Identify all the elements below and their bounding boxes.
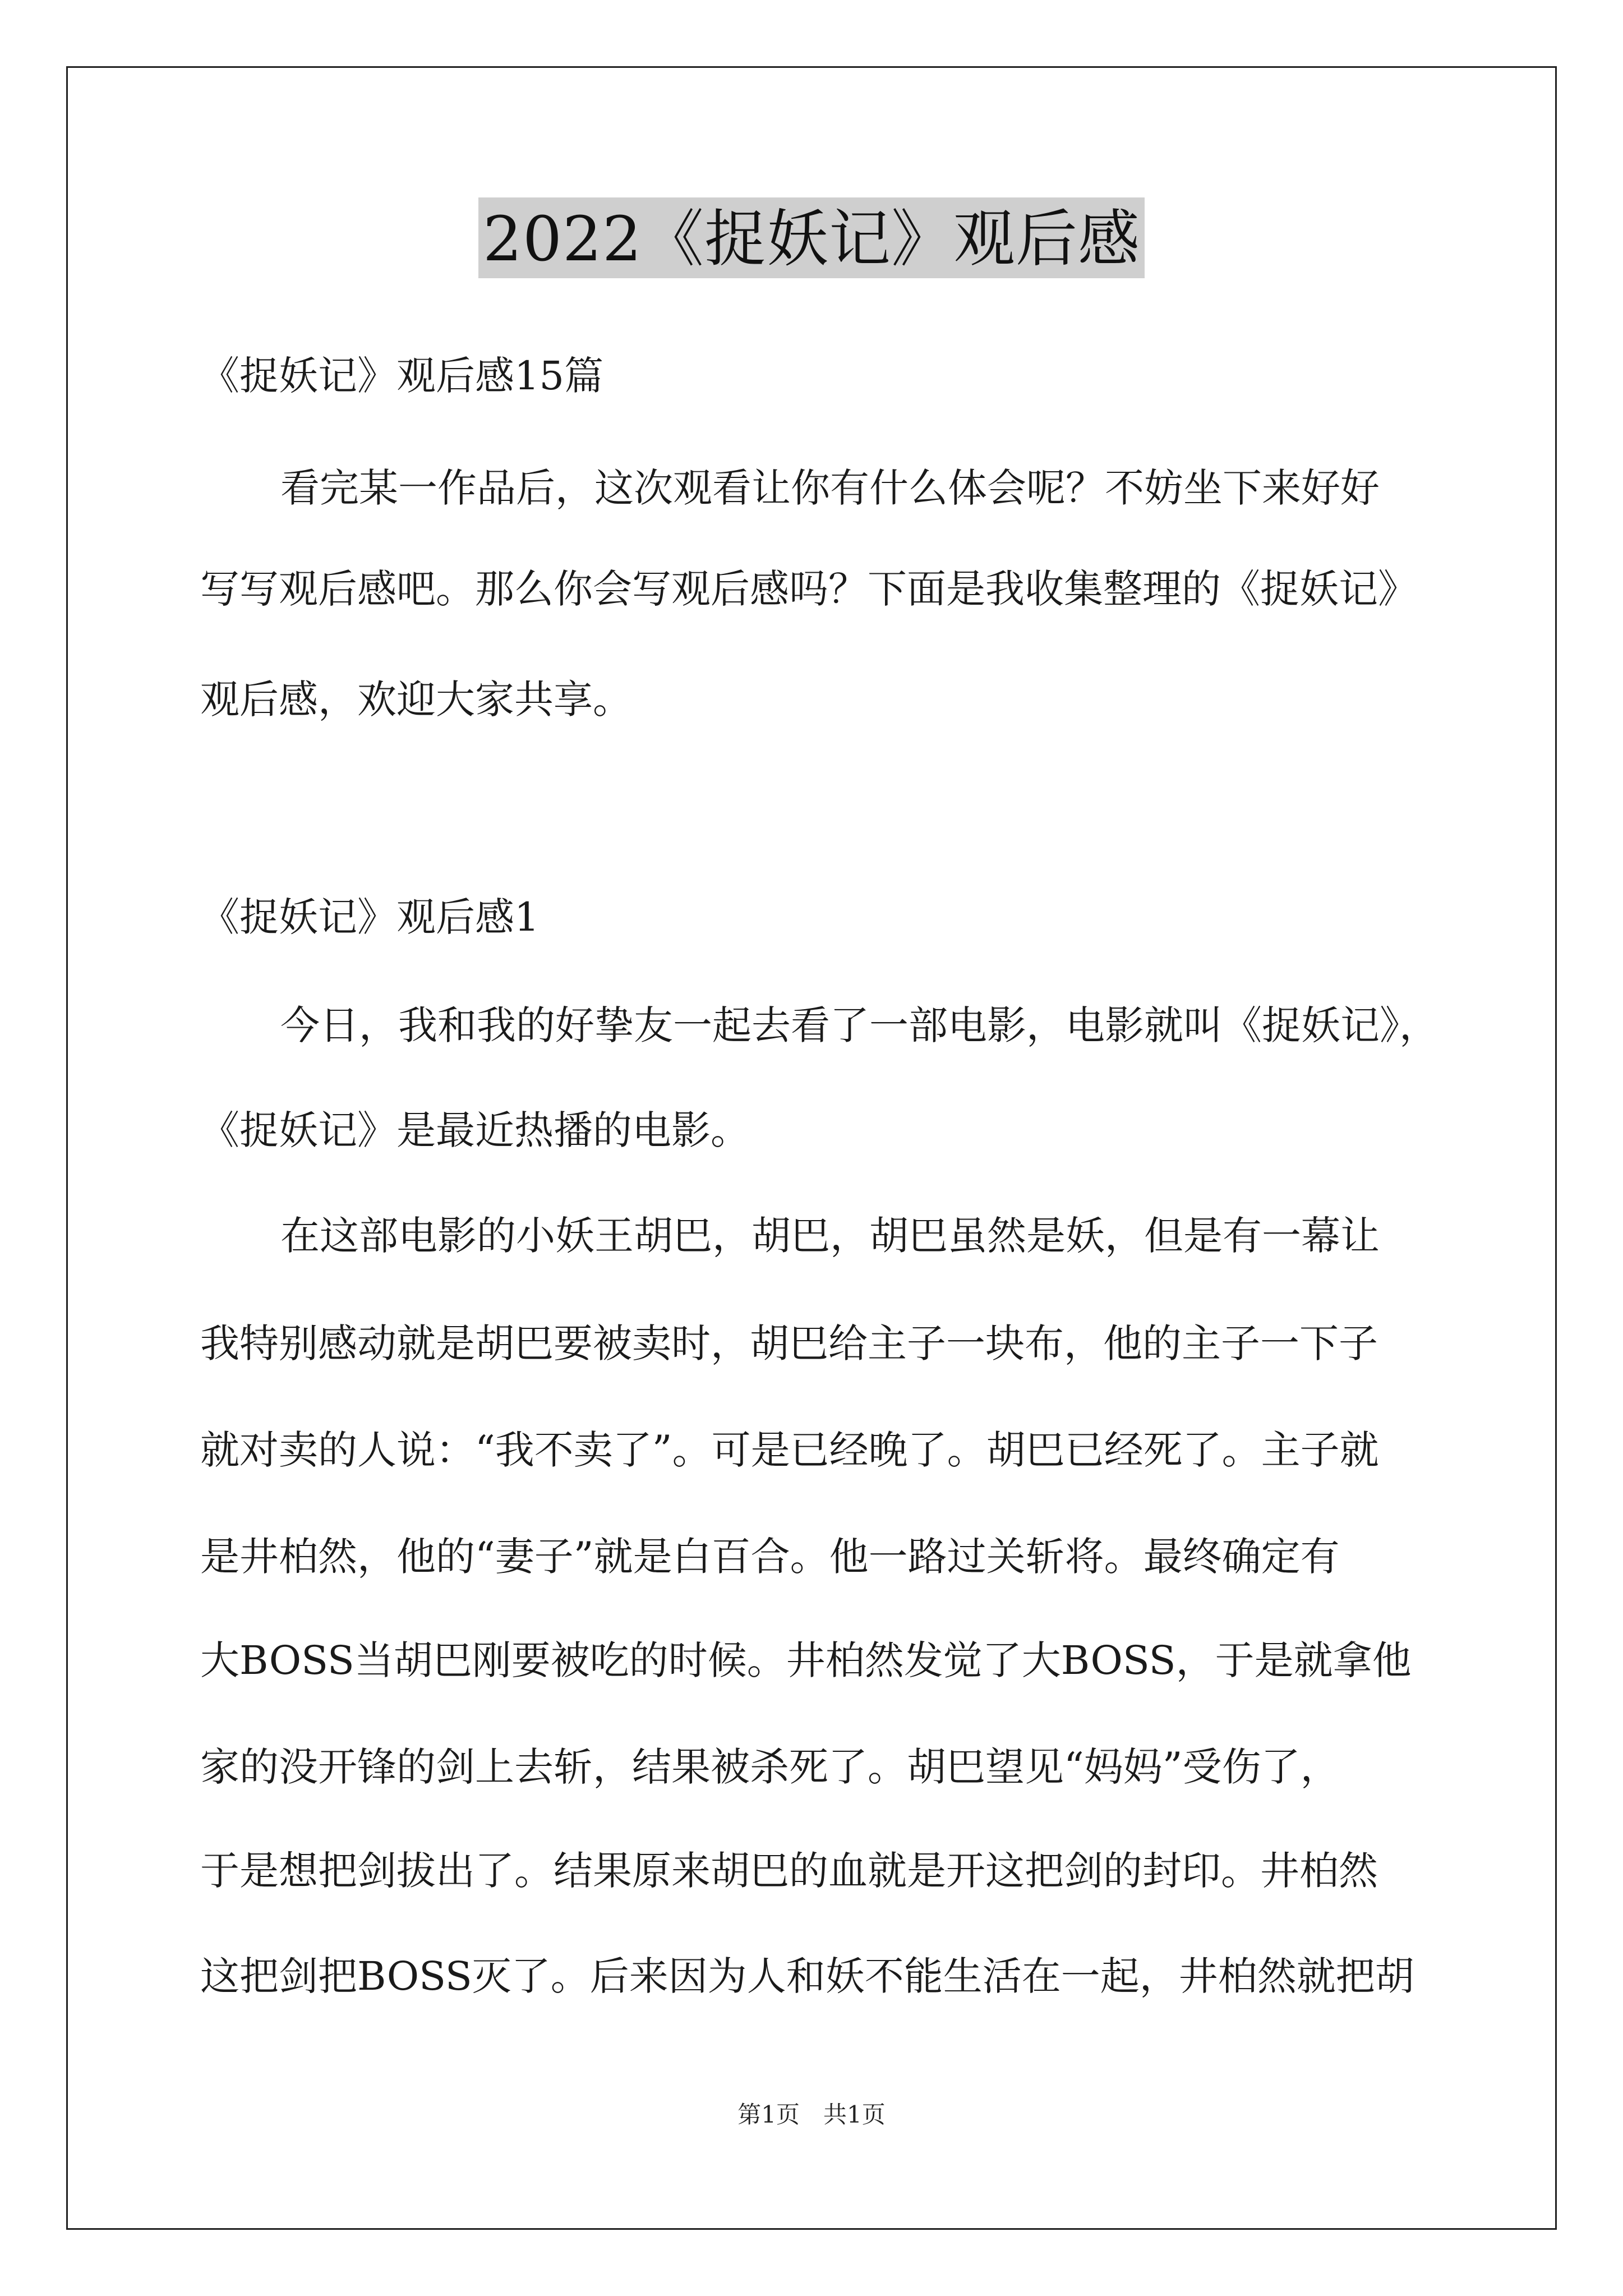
paragraph-line: 就对卖的人说：“我不卖了”。可是已经晚了。胡巴已经死了。主子就: [200, 1427, 1379, 1473]
paragraph-line: 在这部电影的小妖王胡巴，胡巴，胡巴虽然是妖，但是有一幕让: [280, 1213, 1380, 1259]
paragraph-line: 这把剑把BOSS灭了。后来因为人和妖不能生活在一起，井柏然就把胡: [200, 1953, 1414, 1999]
paragraph-line: 《捉妖记》是最近热播的电影。: [200, 1107, 750, 1153]
paragraph-line: 家的没开锋的剑上去斩，结果被杀死了。胡巴望见“妈妈”受伤了，: [200, 1744, 1340, 1790]
intro-line: 观后感，欢迎大家共享。: [200, 677, 632, 723]
paragraph-line: 是井柏然，他的“妻子”就是白百合。他一路过关斩将。最终确定有: [200, 1534, 1340, 1580]
section-heading: 《捉妖记》观后感1: [200, 894, 540, 940]
intro-heading: 《捉妖记》观后感15篇: [200, 353, 604, 399]
intro-line: 写写观后感吧。那么你会写观后感吗？下面是我收集整理的《捉妖记》: [200, 566, 1417, 612]
paragraph-line: 于是想把剑拔出了。结果原来胡巴的血就是开这把剑的封印。井柏然: [200, 1848, 1378, 1894]
page-footer: 第1页 共1页: [737, 2101, 886, 2128]
document-title: 2022《捉妖记》观后感: [478, 197, 1145, 278]
paragraph-line: 大BOSS当胡巴刚要被吃的时候。井柏然发觉了大BOSS，于是就拿他: [200, 1637, 1412, 1683]
paragraph-line: 我特别感动就是胡巴要被卖时，胡巴给主子一块布，他的主子一下子: [200, 1320, 1378, 1366]
paragraph-line: 今日，我和我的好挚友一起去看了一部电影，电影就叫《捉妖记》，: [280, 1002, 1438, 1048]
intro-line: 看完某一作品后，这次观看让你有什么体会呢？不妨坐下来好好: [280, 465, 1380, 511]
title-container: [0, 197, 1623, 278]
